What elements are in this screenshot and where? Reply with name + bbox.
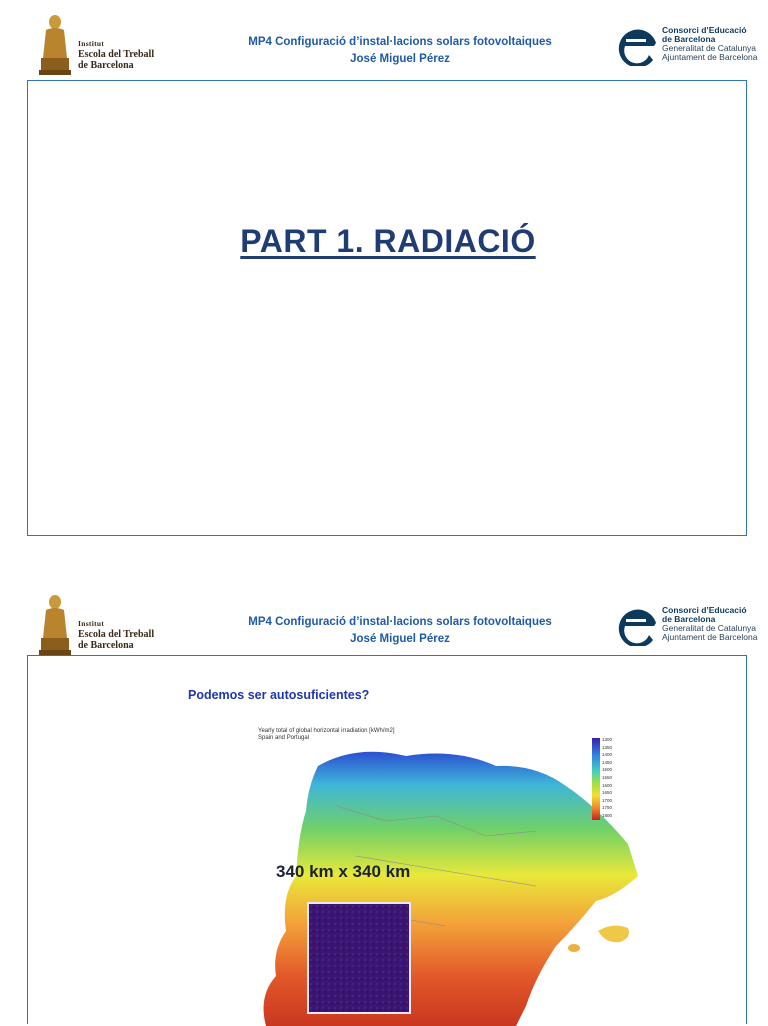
- consorci-line3: Generalitat de Catalunya: [662, 43, 757, 53]
- legend-value: 1750: [602, 805, 613, 811]
- legend-value: 1650: [602, 790, 613, 796]
- irradiation-legend-labels: [602, 736, 612, 820]
- legend-value: 1550: [602, 774, 613, 780]
- solar-area-square: [307, 902, 411, 1014]
- consorci-e-icon: [616, 24, 658, 66]
- consorci-line3: Generalitat de Catalunya: [662, 623, 757, 633]
- slide-1: [27, 80, 747, 536]
- solar-area-fill: [309, 904, 409, 1012]
- institut-line1: Institut: [78, 619, 105, 628]
- legend-value: 1450: [602, 759, 613, 765]
- consorci-line4: Ajuntament de Barcelona: [662, 632, 758, 642]
- slide-1-title: PART 1. RADIACIÓ: [240, 223, 536, 259]
- institut-line2: Escola del Treball: [78, 629, 155, 640]
- institut-logo: [36, 592, 196, 656]
- page-header-1: [0, 0, 768, 70]
- course-title-line1: MP4 Configuració d’instal·lacions solars fotovoltaiques: [248, 36, 552, 48]
- irradiation-legend-bar: [592, 738, 600, 820]
- institut-logo: [36, 12, 196, 76]
- consorci-line1: Consorci d’Educació: [662, 25, 747, 35]
- institut-name: [78, 38, 154, 71]
- legend-value: 1300: [602, 737, 613, 742]
- course-author: José Miguel Pérez: [350, 633, 450, 645]
- course-author: José Miguel Pérez: [350, 53, 450, 65]
- legend-value: 1500: [602, 767, 613, 773]
- legend-value: 1600: [602, 782, 613, 788]
- map-caption: [258, 728, 395, 742]
- consorci-line1: Consorci d’Educació: [662, 605, 747, 615]
- consorci-logo: [616, 604, 766, 650]
- area-label: 340 km x 340 km: [276, 862, 411, 881]
- map-caption-line1: Yearly total of global horizontal irradiation [kWh/m2]: [258, 728, 395, 734]
- consorci-text: [662, 26, 757, 62]
- institut-line3: de Barcelona: [78, 60, 134, 71]
- consorci-line2: de Barcelona: [662, 614, 716, 624]
- legend-value: 1800: [602, 812, 613, 818]
- page-header-2: [0, 580, 768, 650]
- consorci-logo: [616, 24, 766, 70]
- legend-value: 1700: [602, 797, 613, 803]
- slide-2: [27, 655, 747, 1024]
- consorci-line4: Ajuntament de Barcelona: [662, 52, 758, 62]
- statue-icon: [36, 592, 74, 656]
- legend-value: 1400: [602, 752, 613, 758]
- map-caption-line2: Spain and Portugal: [258, 735, 310, 741]
- statue-icon: [36, 12, 74, 76]
- course-title-line1: MP4 Configuració d’instal·lacions solars fotovoltaiques: [248, 616, 552, 628]
- consorci-e-icon: [616, 604, 658, 646]
- consorci-line2: de Barcelona: [662, 34, 716, 44]
- course-title: [200, 614, 600, 648]
- course-title: [200, 34, 600, 68]
- institut-name: [78, 618, 154, 651]
- slide-2-heading: Podemos ser autosuficientes?: [188, 688, 370, 702]
- legend-value: 1350: [602, 744, 613, 750]
- institut-line3: de Barcelona: [78, 640, 134, 651]
- institut-line2: Escola del Treball: [78, 49, 155, 60]
- institut-line1: Institut: [78, 39, 105, 48]
- consorci-text: [662, 606, 757, 642]
